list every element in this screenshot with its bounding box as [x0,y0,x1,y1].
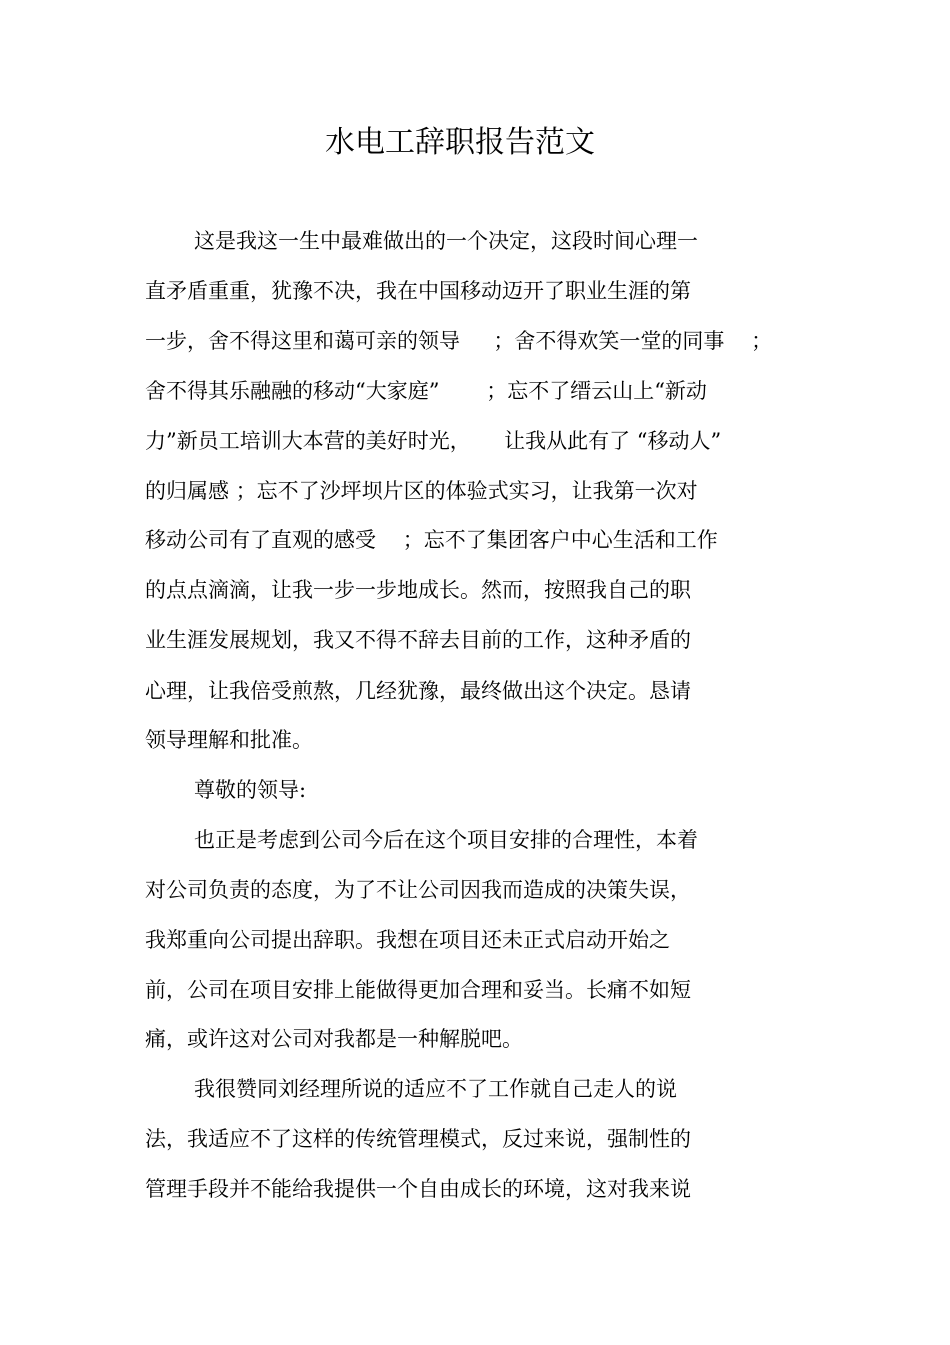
paragraph-line: 这是我这一生中最难做出的一个决定，这段时间心理一 [194,229,698,253]
paragraph-line: 管理手段并不能给我提供一个自由成长的环境，这对我来说 [145,1177,691,1201]
paragraph-line: 也正是考虑到公司今后在这个项目安排的合理性，本着 [194,828,698,852]
paragraph-line: 的归属感 ；忘不了沙坪坝片区的体验式实习，让我第一次对 [145,479,698,503]
paragraph-line: 直矛盾重重，犹豫不决，我在中国移动迈开了职业生涯的第 [145,279,691,303]
paragraph-line: 我郑重向公司提出辞职。我想在项目还未正式启动开始之 [145,928,670,952]
paragraph-line: 我很赞同刘经理所说的适应不了工作就自己走人的说 [194,1077,677,1101]
paragraph-line: 力”新员工培训大本营的美好时光， 让我从此有了 “移动人” [145,429,722,453]
paragraph-line: 对公司负责的态度，为了不让公司因我而造成的决策失误， [145,878,691,902]
paragraph-line: 领导理解和批准。 [145,728,313,752]
document-title: 水电工辞职报告范文 [325,125,595,160]
paragraph-line: 的点点滴滴，让我一步一步地成长。然而，按照我自己的职 [145,578,691,602]
paragraph-line: 法，我适应不了这样的传统管理模式，反过来说，强制性的 [145,1127,691,1151]
paragraph-line: 移动公司有了直观的感受 ；忘不了集团客户中心生活和工作 [145,528,718,552]
salutation: 尊敬的领导: [194,778,307,802]
paragraph-line: 痛，或许这对公司对我都是一种解脱吧。 [145,1027,523,1051]
paragraph-line: 一步，舍不得这里和蔼可亲的领导 ；舍不得欢笑一堂的同事 ； [145,329,773,353]
paragraph-line: 前，公司在项目安排上能做得更加合理和妥当。长痛不如短 [145,978,691,1002]
paragraph-line: 舍不得其乐融融的移动“大家庭” ；忘不了缙云山上“新动 [145,379,707,403]
paragraph-line: 心理，让我倍受煎熬，几经犹豫，最终做出这个决定。恳请 [145,679,691,703]
paragraph-line: 业生涯发展规划，我又不得不辞去目前的工作，这种矛盾的 [145,628,691,652]
